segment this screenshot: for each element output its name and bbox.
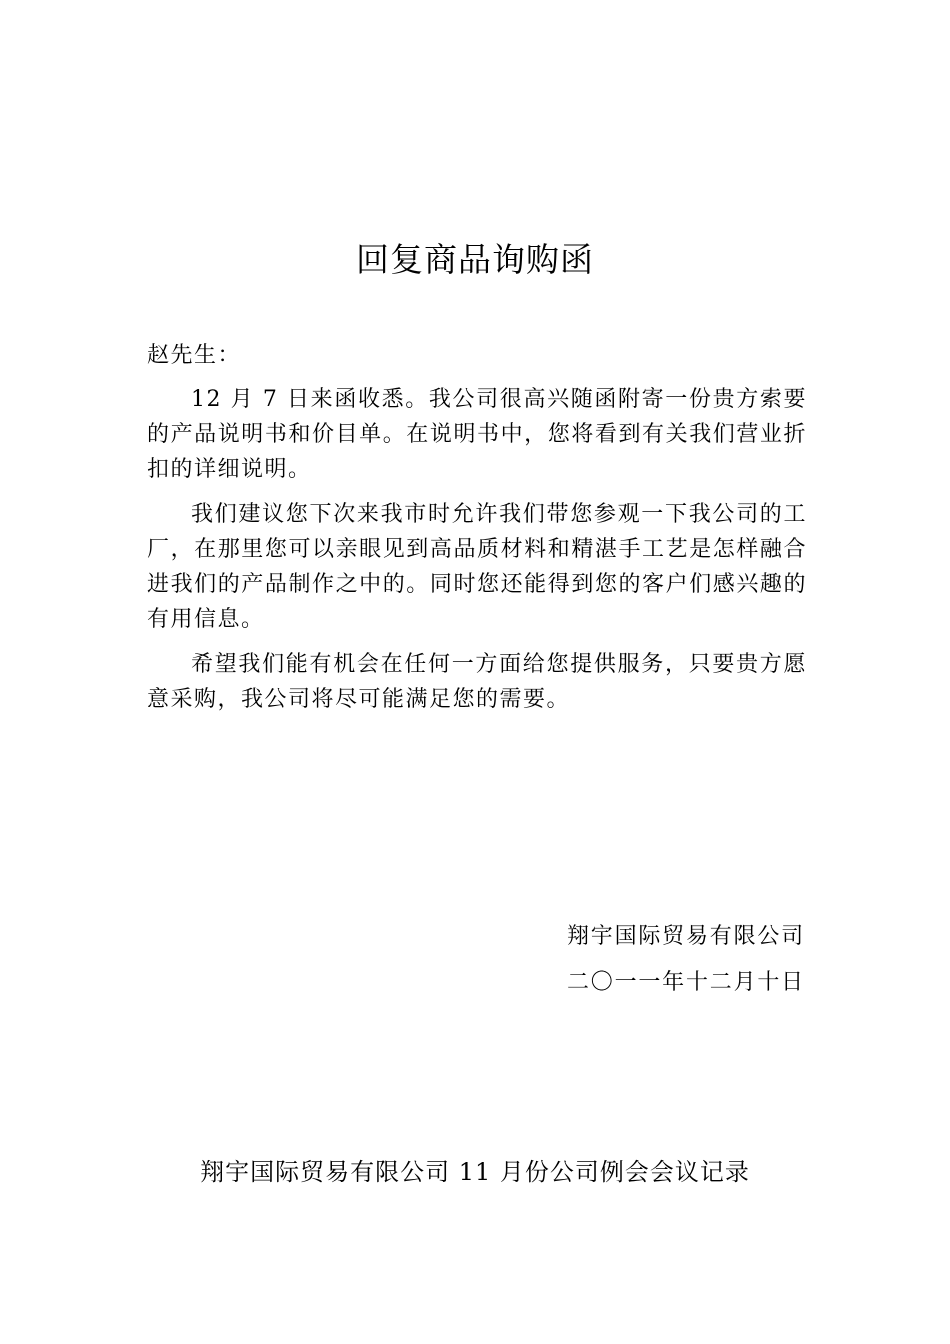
signature-block bbox=[567, 918, 805, 1002]
paragraph-3: 希望我们能有机会在任何一方面给您提供服务，只要贵方愿意采购，我公司将尽可能满足您的需要。 bbox=[147, 652, 807, 712]
letter-body bbox=[147, 338, 807, 727]
document-title: 回复商品询购函 bbox=[356, 240, 594, 279]
salutation: 赵先生： bbox=[147, 343, 242, 368]
signature-date: 二〇一一年十二月十日 bbox=[566, 970, 805, 995]
paragraph-2: 我们建议您下次来我市时允许我们带您参观一下我公司的工厂，在那里您可以亲眼见到高品质材料和精湛手工艺是怎样融合进我们的产品制作之中的。同时您还能得到您的客户们感兴趣的有用信息。 bbox=[147, 502, 807, 632]
next-document-title: 翔宇国际贸易有限公司 11 月份公司例会会议记录 bbox=[200, 1158, 750, 1186]
signature-company: 翔宇国际贸易有限公司 bbox=[566, 924, 805, 949]
paragraph-1: 12 月 7 日来函收悉。我公司很高兴随函附寄一份贵方索要的产品说明书和价目单。在说明书中，您将看到有关我们营业折扣的详细说明。 bbox=[147, 387, 807, 482]
